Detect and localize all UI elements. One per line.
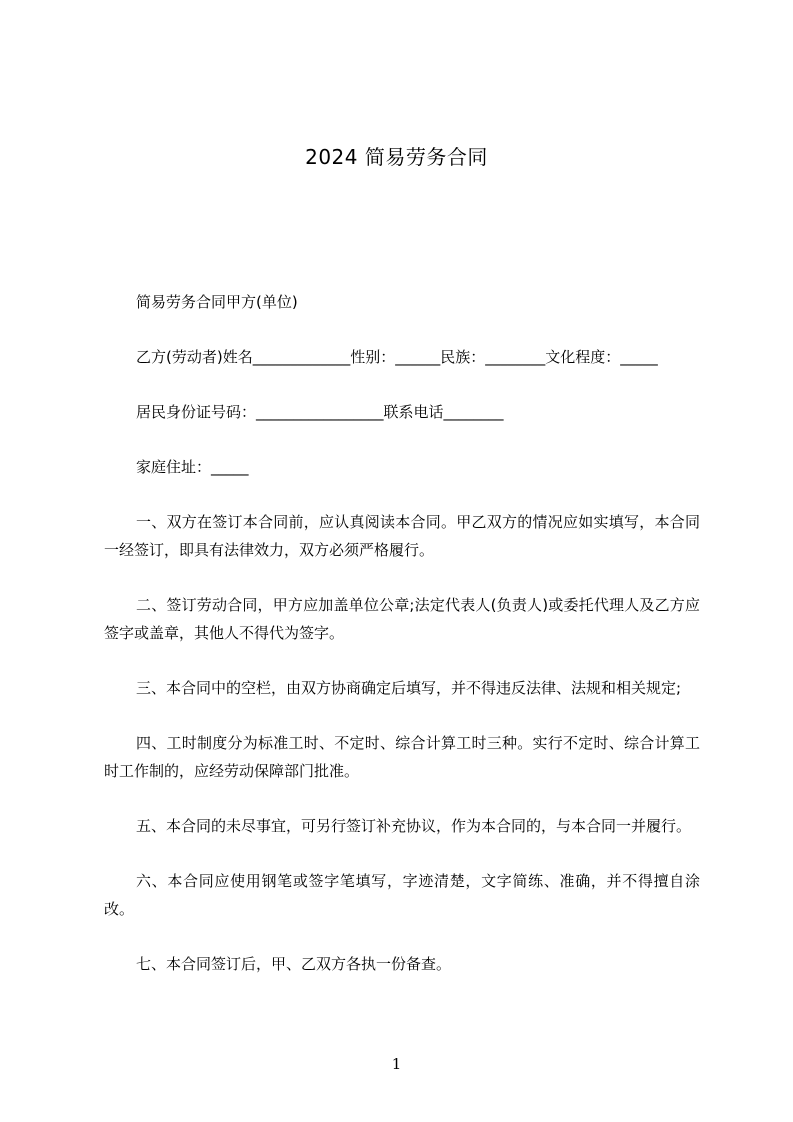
contract-body [104, 288, 700, 1005]
clause-7: 七、本合同签订后，甲、乙双方各执一份备查。 [136, 955, 452, 973]
clause-6: 六、本合同应使用钢笔或签字笔填写，字迹清楚，文字简练、准确，并不得擅自涂改。 [104, 872, 700, 918]
clause-4: 四、工时制度分为标准工时、不定时、综合计算工时三种。实行不定时、综合计算工时工作制的，应经劳动保障部门批准。 [104, 734, 700, 780]
id-phone-line: 居民身份证号码：_________________联系电话________ [136, 403, 504, 421]
party-a-line: 简易劳务合同甲方(单位) [136, 293, 298, 311]
clause-5: 五、本合同的未尽事宜，可另行签订补充协议，作为本合同的，与本合同一并履行。 [136, 817, 692, 835]
clause-1: 一、双方在签订本合同前，应认真阅读本合同。甲乙双方的情况应如实填写，本合同一经签订，即具有法律效力，双方必须严格履行。 [104, 513, 700, 559]
page-number: 1 [391, 1055, 402, 1073]
clause-3: 三、本合同中的空栏，由双方协商确定后填写，并不得违反法律、法规和相关规定; [136, 679, 682, 697]
address-line: 家庭住址：_____ [136, 458, 249, 476]
party-b-info-line: 乙方(劳动者)姓名_____________性别：______民族：________文化程度：_____ [136, 348, 658, 366]
page-title: 2024 简易劳务合同 [305, 145, 488, 169]
clause-2: 二、签订劳动合同，甲方应加盖单位公章;法定代表人(负责人)或委托代理人及乙方应签字或盖章，其他人不得代为签字。 [104, 596, 700, 642]
